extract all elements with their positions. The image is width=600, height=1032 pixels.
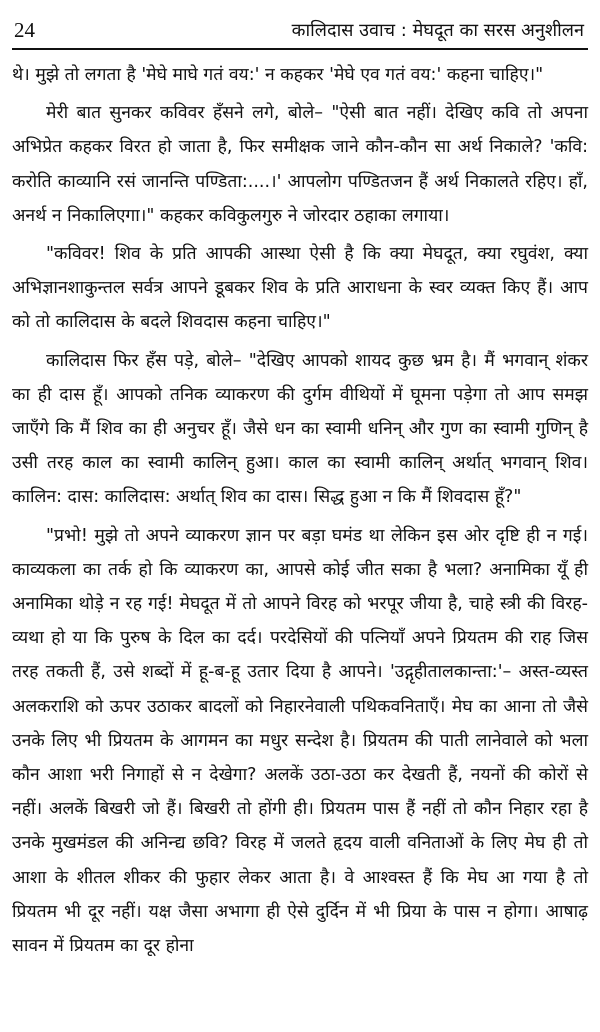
page-body (12, 58, 588, 963)
paragraph: कालिदास फिर हँस पड़े, बोले– "देखिए आपको शायद कुछ भ्रम है। मैं भगवान् शंकर का ही दास हूँ। आपको तनिक व्याकरण की दुर्गम वीथियों में घूमना पड़ेगा तो आप समझ जाएँगे कि मैं शिव का ही अनुचर हूँ। जैसे धन का स्वामी धनिन् और गुण का स्वामी गुणिन् है उसी तरह काल का स्वामी कालिन् हुआ। काल का स्वामी कालिन् अर्थात् भगवान् शिव। कालिन: दास: कालिदास: अर्थात् शिव का दास। सिद्ध हुआ न कि मैं शिवदास हूँ?" (12, 350, 588, 508)
page-number: 24 (14, 18, 35, 42)
paragraph: थे। मुझे तो लगता है 'मेघे माघे गतं वय:' न कहकर 'मेघे एव गतं वय:' कहना चाहिए।" (12, 65, 544, 85)
paragraph: "प्रभो! मुझे तो अपने व्याकरण ज्ञान पर बड़ा घमंड था लेकिन इस ओर दृष्टि ही न गई। काव्यकला का तर्क हो कि व्याकरण का, आपसे कोई जीत सका है भला? अनामिका यूँ ही अनामिका थोड़े न रह गई! मेघदूत में तो आपने विरह को भरपूर जीया है, चाहे स्त्री की विरह-व्यथा हो या कि पुरुष के दिल का दर्द। परदेसियों की पत्नियाँ अपने प्रियतम की राह जिस तरह तकती हैं, उसे शब्दों में हू-ब-हू उतार दिया है आपने। 'उद्गृहीतालकान्ता:'– अस्त-व्यस्त अलकराशि को ऊपर उठाकर बादलों को निहारनेवाली पथिकवनिताएँ। मेघ का आना तो जैसे उनके लिए भी प्रियतम के आगमन का मधुर सन्देश है। प्रियतम की पाती लानेवाले को भला कौन आशा भरी निगाहों से न देखेगा? अलकें उठा-उठा कर देखती हैं, नयनों की कोरों से नहीं। अलकें बिखरी जो हैं। बिखरी तो होंगी ही। प्रियतम पास हैं नहीं तो कौन निहार रहा है उनके मुखमंडल की अनिन्द्य छवि? विरह में जलते हृदय वाली वनिताओं के लिए मेघ ही तो आशा के शीतल शीकर की फुहार लेकर आता है। वे आश्वस्त हैं कि मेघ आ गया है तो प्रियतम भी दूर नहीं। यक्ष जैसा अभागा ही ऐसे दुर्दिन में भी प्रिया के पास न होगा। आषाढ़ सावन में प्रियतम का दूर होना (12, 525, 588, 957)
page-header (12, 14, 588, 50)
running-title: कालिदास उवाच : मेघदूत का सरस अनुशीलन (291, 20, 584, 41)
paragraph: मेरी बात सुनकर कविवर हँसने लगे, बोले– "ऐसी बात नहीं। देखिए कवि तो अपना अभिप्रेत कहकर विरत हो जाता है, फिर समीक्षक जाने कौन-कौन सा अर्थ निकाले? 'कवि: करोति काव्यानि रसं जानन्ति पण्डिता:....।' आपलोग पण्डितजन हैं अर्थ निकालते रहिए। हाँ, अनर्थ न निकालिएगा।" कहकर कविकुलगुरु ने जोरदार ठहाका लगाया। (12, 103, 588, 226)
paragraph: "कविवर! शिव के प्रति आपकी आस्था ऐसी है कि क्या मेघदूत, क्या रघुवंश, क्या अभिज्ञानशाकुन्तल सर्वत्र आपने डूबकर शिव के प्रति आराधना के स्वर व्यक्त किए हैं। आप को तो कालिदास के बदले शिवदास कहना चाहिए।" (12, 244, 588, 333)
